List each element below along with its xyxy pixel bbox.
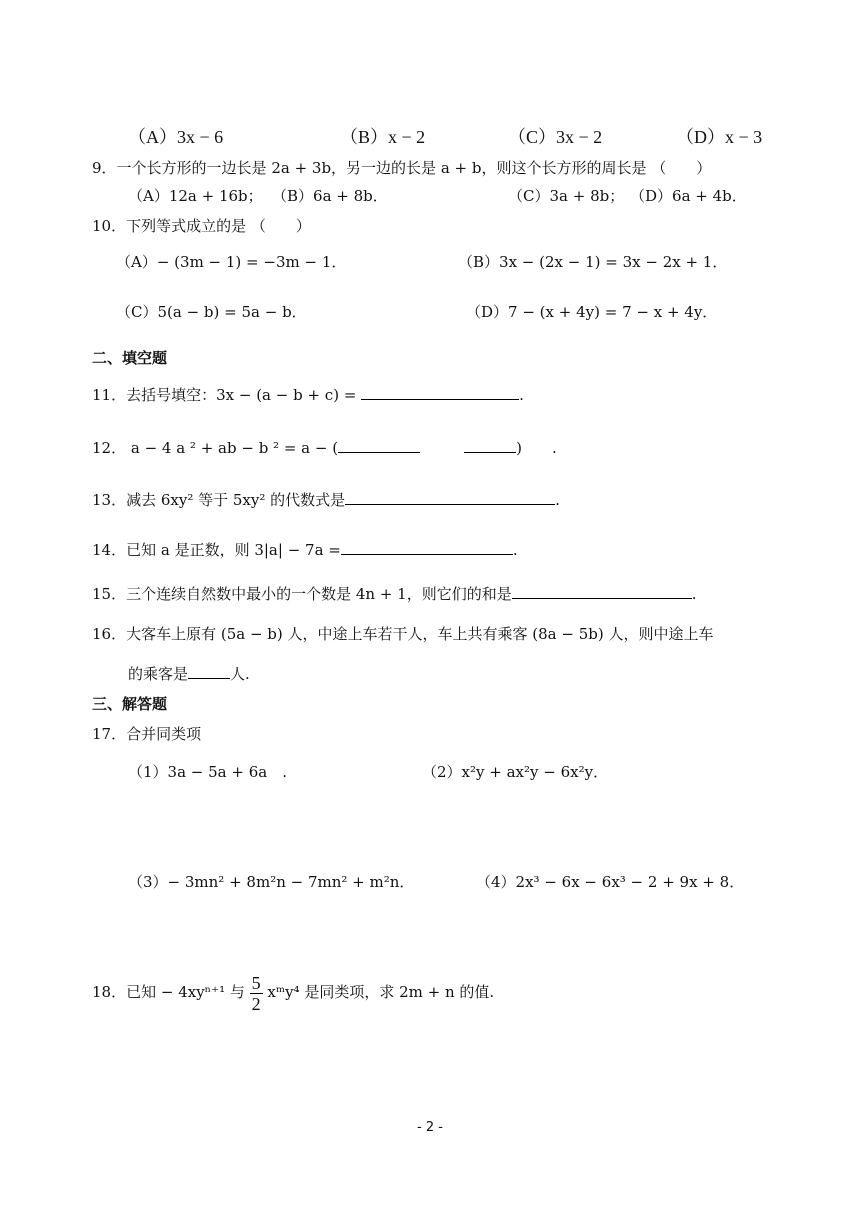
q12-answer-blank-1[interactable] [338, 438, 420, 453]
q17-part-4: （4）2x³ − 6x − 6x³ − 2 + 9x + 8． [476, 873, 745, 891]
section-solve-title: 三、解答题 [92, 695, 168, 713]
q12 [92, 438, 557, 458]
q16-text: 的乘客是 [128, 665, 189, 683]
q8-option-c: （C）3x − 2 [508, 127, 603, 147]
q12-answer-blank-2[interactable] [464, 438, 516, 453]
q18-text-end: xᵐy⁴ 是同类项，求 2m + n 的值. [267, 983, 495, 1001]
q17-part-2: （2）x²y + ax²y − 6x²y． [422, 763, 609, 781]
q10-option-b: （B）3x − (2x − 1) = 3x − 2x + 1． [458, 253, 728, 271]
q16-line1: 16．大客车上原有 (5a − b) 人，中途上车若干人，车上共有乘客 (8a − 5b) 人，则中途上车 [92, 625, 714, 643]
q15-text: 15．三个连续自然数中最小的一个数是 4n + 1，则它们的和是 [92, 585, 512, 603]
q16-end: 人. [230, 665, 250, 683]
q14-text: 14．已知 a 是正数，则 3|a| − 7a = [92, 541, 341, 559]
q15-answer-blank[interactable] [512, 584, 692, 599]
q14-answer-blank[interactable] [341, 540, 513, 555]
q18 [92, 968, 494, 1016]
q10-option-d: （D）7 − (x + 4y) = 7 − x + 4y． [466, 303, 718, 321]
q12-end: ) . [516, 439, 557, 457]
q17-stem: 17．合并同类项 [92, 725, 202, 743]
q11-text: 11．去括号填空：3x − (a − b + c) = [92, 386, 357, 404]
q16-line2 [128, 664, 250, 684]
q14-end: . [512, 541, 518, 559]
q14 [92, 540, 518, 560]
page-number: - 2 - [417, 1120, 443, 1135]
section-fill-in-title: 二、填空题 [92, 349, 168, 367]
q18-fraction-numerator: 5 [251, 972, 261, 993]
q9-option-b: （B）6a + 8b． [272, 187, 388, 205]
q8-option-d: （D）x − 3 [676, 127, 763, 147]
q9-option-a: （A）12a + 16b； [128, 187, 263, 205]
q17-part-1: （1）3a − 5a + 6a . [128, 763, 287, 781]
q15 [92, 584, 697, 604]
q11-answer-blank[interactable] [361, 385, 519, 400]
q18-fraction [250, 973, 263, 1014]
q11-end: . [519, 386, 524, 404]
q13-answer-blank[interactable] [345, 490, 555, 505]
q18-text: 18．已知 − 4xyⁿ⁺¹ 与 [92, 983, 245, 1001]
q8-option-a: （A）3x − 6 [128, 127, 224, 147]
q12-text: 12． a − 4 a ² + ab − b ² = a − ( [92, 439, 339, 457]
q9-option-d: （D）6a + 4b． [630, 187, 747, 205]
q13-text: 13．减去 6xy² 等于 5xy² 的代数式是 [92, 491, 346, 509]
q15-end: . [691, 585, 697, 603]
q9-option-c: （C）3a + 8b； [508, 187, 625, 205]
q9-stem: 9．一个长方形的一边长是 2a + 3b，另一边的长是 a + b，则这个长方形的周长是 （ ） [92, 159, 712, 177]
q11 [92, 385, 524, 405]
q16-answer-blank[interactable] [188, 664, 230, 679]
q10-stem: 10．下列等式成立的是 （ ） [92, 217, 311, 235]
q13 [92, 490, 560, 510]
q8-option-b: （B）x − 2 [340, 127, 426, 147]
q10-option-a: （A）− (3m − 1) = −3m − 1． [116, 253, 347, 271]
q18-fraction-denominator: 2 [251, 993, 261, 1014]
q10-option-c: （C）5(a − b) = 5a − b． [116, 303, 307, 321]
q13-end: . [555, 491, 560, 509]
q17-part-3: （3）− 3mn² + 8m²n − 7mn² + m²n． [128, 873, 415, 891]
